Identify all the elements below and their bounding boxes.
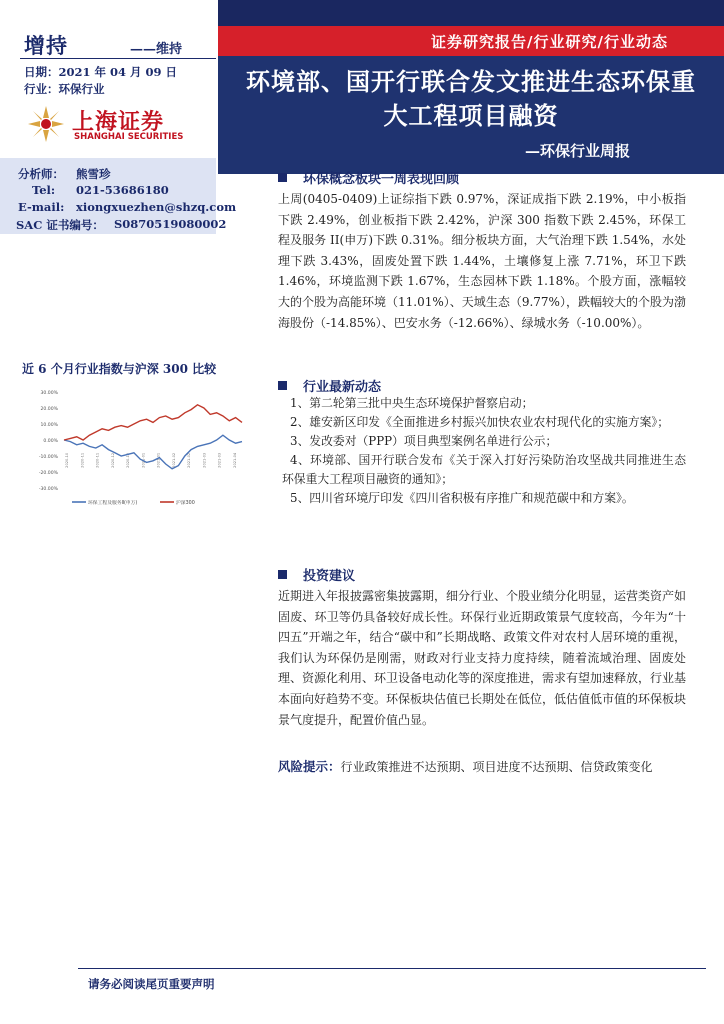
- industry-label: 行业：: [24, 82, 59, 96]
- index-comparison-chart: [20, 378, 246, 510]
- x-tick-label: 2020-10: [65, 452, 69, 468]
- y-tick-label: 10.00%: [40, 423, 58, 428]
- chart-title: 近 6 个月行业指数与沪深 300 比较: [22, 362, 217, 376]
- y-tick-label: -20.00%: [38, 471, 58, 476]
- risk-warning: [278, 757, 686, 778]
- section-title: 环保概念板块一周表现回顾: [303, 172, 460, 187]
- risk-label: 风险提示：: [278, 759, 341, 774]
- x-tick-label: 2020-11: [80, 452, 85, 468]
- report-category: 证券研究报告/行业研究/行业动态: [431, 33, 668, 51]
- y-tick-label: -30.00%: [38, 487, 58, 492]
- y-tick-label: 30.00%: [40, 391, 58, 396]
- header-top-strip: [218, 0, 724, 26]
- y-tick-label: -10.00%: [38, 455, 58, 460]
- section-heading-news: [278, 376, 381, 395]
- analyst-sac-label: SAC 证书编号：: [16, 218, 104, 232]
- section-title: 行业最新动态: [303, 380, 382, 395]
- legend-label: 环保工程及服务Ⅱ(申万): [88, 501, 138, 506]
- footer-disclaimer[interactable]: 请务必阅读尾页重要声明: [88, 977, 215, 991]
- analyst-tel: 021-53686180: [76, 183, 169, 197]
- y-tick-label: 0.00%: [43, 439, 58, 444]
- x-tick-label: 2021-02: [171, 452, 176, 468]
- analyst-email-label: E-mail:: [18, 200, 65, 214]
- company-logo: [26, 104, 186, 148]
- bullet-square-icon: [278, 381, 287, 390]
- review-paragraph: 上周(0405-0409)上证综指下跌 0.97%，深证成指下跌 2.19%，中小板指下跌 2.49%，创业板指下跌 2.42%，沪深 300 指数下跌 2.45%，环保工程及服务 II(申万)下跌 0.31%。细分板块方面，大气治理下跌 1.54%，水处理下跌 3.43%，固废处置下跌 1.44%，土壤修复上涨 7.71%，环卫下跌 1.46%，环境监测下跌 1.67%，生态园林下跌 1.18%。个股方面，涨幅较大的个股为高能环境（11.01%）、天域生态（9.77%），跌幅较大的个股为渤海股份（-14.85%）、巴安水务（-12.66%）、绿城水务（-10.00%）。: [278, 192, 686, 330]
- news-item: 1、第二轮第三批中央生态环境保护督察启动；: [290, 396, 534, 410]
- report-title-line2: 大工程项目融资: [383, 101, 559, 130]
- series-line: [64, 435, 242, 469]
- analyst-info: [0, 158, 237, 234]
- logo-text-en: SHANGHAI SECURITIES: [74, 132, 184, 142]
- x-tick-label: 2020-12: [110, 452, 115, 468]
- analyst-tel-label: Tel:: [32, 183, 56, 197]
- section-heading-advice: [278, 565, 355, 584]
- x-tick-label: 2021-02: [187, 452, 192, 468]
- industry-value: 环保行业: [58, 82, 105, 96]
- report-industry: [24, 81, 105, 97]
- section-heading-review: [278, 168, 459, 187]
- series-line: [64, 405, 242, 440]
- analyst-email-row: [18, 200, 237, 214]
- report-date: [24, 64, 177, 80]
- logo-emblem-icon: [26, 104, 66, 144]
- analyst-sac: S0870519080002: [114, 217, 227, 231]
- analyst-name: 熊雪珍: [76, 167, 111, 181]
- logo-text-cn: 上海证券: [72, 110, 165, 135]
- report-title-line1: 环境部、国开行联合发文推进生态环保重: [246, 67, 696, 96]
- date-value: 2021 年 04 月 09 日: [58, 65, 178, 79]
- news-item: 3、发改委对（PPP）项目典型案例名单进行公示；: [290, 434, 558, 448]
- date-label: 日期：: [24, 65, 59, 79]
- y-tick-label: 20.00%: [40, 407, 58, 412]
- x-tick-label: 2020-12: [126, 452, 131, 468]
- sidebar-divider: [20, 58, 216, 59]
- footer-divider: [78, 968, 706, 969]
- news-item: 5、四川省环境厅印发《四川省积极有序推广和规范碳中和方案》。: [290, 491, 634, 505]
- x-tick-label: 2021-01: [156, 452, 161, 468]
- news-list: [278, 394, 686, 508]
- x-tick-label: 2020-11: [95, 452, 100, 468]
- analyst-name-label: 分析师：: [18, 167, 64, 181]
- legend-label: 沪深300: [176, 501, 195, 506]
- bullet-square-icon: [278, 570, 287, 579]
- rating-maintain: ——维持: [130, 42, 183, 57]
- rating: 增持: [24, 33, 68, 58]
- analyst-tel-row: [18, 183, 169, 197]
- analyst-name-row: [18, 166, 111, 182]
- risk-text: 行业政策推进不达预期、项目进度不达预期、信贷政策变化: [340, 760, 653, 774]
- x-tick-label: 2021-03: [217, 452, 222, 468]
- x-tick-label: 2021-01: [141, 452, 146, 468]
- x-tick-label: 2021-04: [233, 452, 237, 468]
- x-tick-label: 2021-03: [202, 452, 207, 468]
- analyst-sac-row: [16, 217, 227, 233]
- section-title: 投资建议: [303, 569, 356, 584]
- news-item: 4、环境部、国开行联合发布《关于深入打好污染防治攻坚战共同推进生态环保重大工程项目融资的通知》；: [282, 453, 686, 486]
- news-item: 2、雄安新区印发《全面推进乡村振兴加快农业农村现代化的实施方案》；: [290, 415, 670, 429]
- bullet-square-icon: [278, 173, 287, 182]
- advice-paragraph: 近期进入年报披露密集披露期，细分行业、个股业绩分化明显，运营类资产如固废、环卫等仍具备较好成长性。环保行业近期政策景气度较高，今年为“十四五”开端之年，结合“碳中和”长期战略、政策文件对农村人居环境的重视，我们认为环保仍是刚需，财政对行业支持力度持续，随着流域治理、固废处理、资源化利用、环卫设备电动化等的深度推进，需求有望加速释放，行业基本面向好趋势不变。环保板块估值已长期处在低位，低估值低市值的环保板块景气度提升，配置价值凸显。: [278, 589, 687, 727]
- report-subtitle: —环保行业周报: [524, 142, 630, 160]
- analyst-email[interactable]: xiongxuezhen@shzq.com: [76, 200, 237, 214]
